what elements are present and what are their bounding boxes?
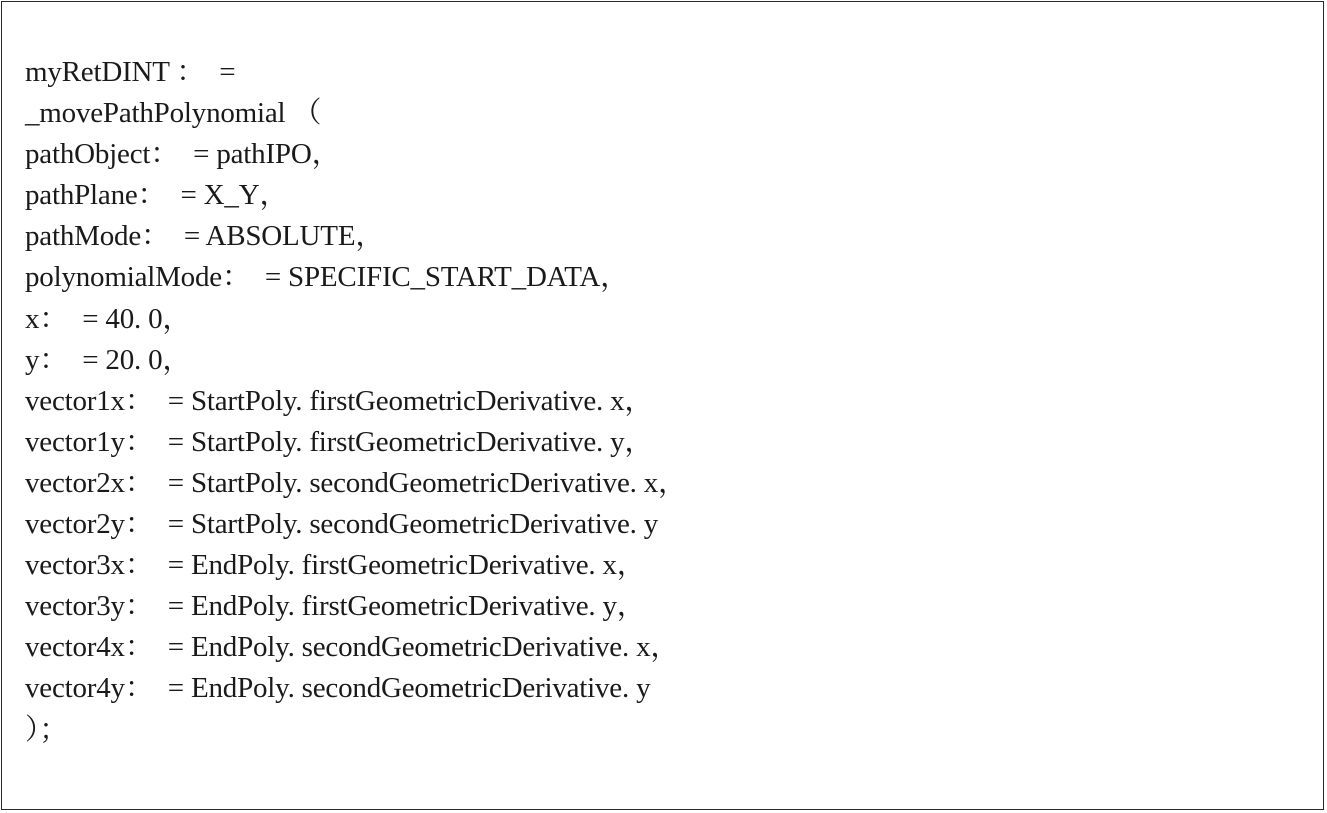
code-line: vector1x： = StartPoly. firstGeometricDerivative. x， bbox=[25, 384, 654, 417]
code-line: pathObject： = pathIPO， bbox=[25, 138, 341, 171]
code-line: ）； bbox=[25, 713, 69, 746]
code-line: vector1y： = StartPoly. firstGeometricDerivative. y， bbox=[25, 425, 654, 458]
code-line: pathPlane： = X_Y， bbox=[25, 179, 289, 212]
code-line: vector4x： = EndPoly. secondGeometricDerivative. x， bbox=[25, 631, 680, 664]
code-line: x： = 40. 0， bbox=[25, 302, 192, 335]
code-line: pathMode： = ABSOLUTE， bbox=[25, 220, 385, 253]
code-line: myRetDINT ： = bbox=[25, 56, 236, 88]
code-line: vector3y： = EndPoly. firstGeometricDerivative. y， bbox=[25, 590, 646, 623]
code-line: polynomialMode： = SPECIFIC_START_DATA， bbox=[25, 261, 629, 294]
code-line: y： = 20. 0， bbox=[25, 343, 192, 376]
code-line: _movePathPolynomial （ bbox=[25, 97, 322, 130]
code-line: vector2x： = StartPoly. secondGeometricDerivative. x， bbox=[25, 466, 687, 499]
code-line: vector2y： = StartPoly. secondGeometricDerivative. y bbox=[25, 508, 659, 541]
code-line: vector3x： = EndPoly. firstGeometricDerivative. x， bbox=[25, 549, 646, 582]
code-line: vector4y： = EndPoly. secondGeometricDerivative. y bbox=[25, 672, 651, 705]
code-frame bbox=[1, 1, 1324, 810]
code-block bbox=[25, 52, 687, 751]
